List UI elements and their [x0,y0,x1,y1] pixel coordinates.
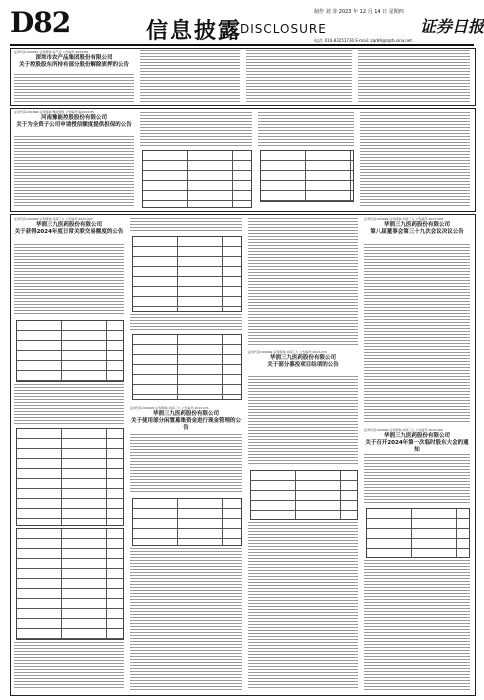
data-table [16,428,124,526]
notice-body [14,136,134,206]
notice-company: 华润三九医药股份有限公司 [383,433,450,439]
notice-code: 证券代码:000999 证券简称:华润三九 公告编号:2023-070 [248,350,327,354]
article-text [14,642,124,690]
notice-body [130,434,242,494]
article-text [258,112,354,146]
notice-body [14,244,124,316]
notice-title: 第八届董事会第三十九次会议决议公告 [370,229,464,235]
notice-body [248,376,358,466]
notice-company: 华润三九医药股份有限公司 [152,411,219,417]
notice-code: 证券代码:000999 证券简称:华润三九 公告编号:2023-067 [14,217,93,221]
data-table [132,498,242,546]
data-table [132,236,242,312]
notice-title: 关于召开2024年第一次临时股东大会的通知 [365,440,469,453]
data-table [366,508,470,558]
data-table [142,150,252,208]
article-text [140,112,252,146]
notice-title: 关于使用部分闲置募集资金进行现金管理的公告 [130,418,241,431]
article-text [360,112,470,206]
notice-code: 证券代码:001896 证券简称:豫能控股 公告编号:临2023-85 [14,110,94,114]
notice-code: 证券代码:000061 证券简称:农产品 公告编号:2023-89 [14,50,88,54]
section-subtitle: DISCLOSURE [240,22,327,36]
article-text [364,560,470,690]
data-table [250,470,358,520]
issue-meta: 制作 刘 菲 2023 年 12 月 14 日 星期四 [314,9,404,15]
notice-company: 华润三九医药股份有限公司 [383,222,450,228]
notice-title: 关于获得2024年度日常关联交易额度的公告 [14,229,124,235]
article-text [358,50,470,102]
notice-title: 关于为全资子公司申请授信额度提供担保的公告 [16,122,132,128]
notice-company: 华润三九医药股份有限公司 [35,222,102,228]
notice-company: 深圳市农产品集团股份有限公司 [35,55,113,61]
article-text [248,218,358,346]
data-table [16,528,124,640]
article-text [140,50,240,102]
notice-body [364,244,470,422]
article-text [130,218,242,232]
article-text [130,314,242,330]
page-number: D82 [10,6,71,39]
header-rule [10,44,474,46]
notice-code: 证券代码:000999 证券简称:华润三九 公告编号:2023-069 [364,428,443,432]
section-title: 信息披露 [146,18,243,44]
notice-company: 河南豫能控股股份有限公司 [40,115,107,121]
notice-body [14,74,134,102]
notice-code: 证券代码:000999 证券简称:华润三九 公告编号:2023-068 [364,217,443,221]
contact-line: 电话: 010-83251730 E-mail: zqrb9@zqrb.sina.net [314,38,412,43]
notice-company: 华润三九医药股份有限公司 [269,355,336,361]
article-text [246,50,352,102]
notice-title: 关于部分募投项目结项的公告 [267,362,339,368]
article-text [248,522,358,690]
newspaper-logo: 证券日报 [420,17,484,36]
notice-title: 关于控股股东所持有部分股份解除质押的公告 [18,62,129,68]
data-table [132,334,242,400]
data-table [16,320,124,382]
notice-body [364,454,470,504]
notice-code: 证券代码:000999 证券简称:华润三九 公告编号:2023-071 [130,406,209,410]
article-text [130,548,242,690]
data-table [260,150,354,202]
article-text [14,384,124,424]
